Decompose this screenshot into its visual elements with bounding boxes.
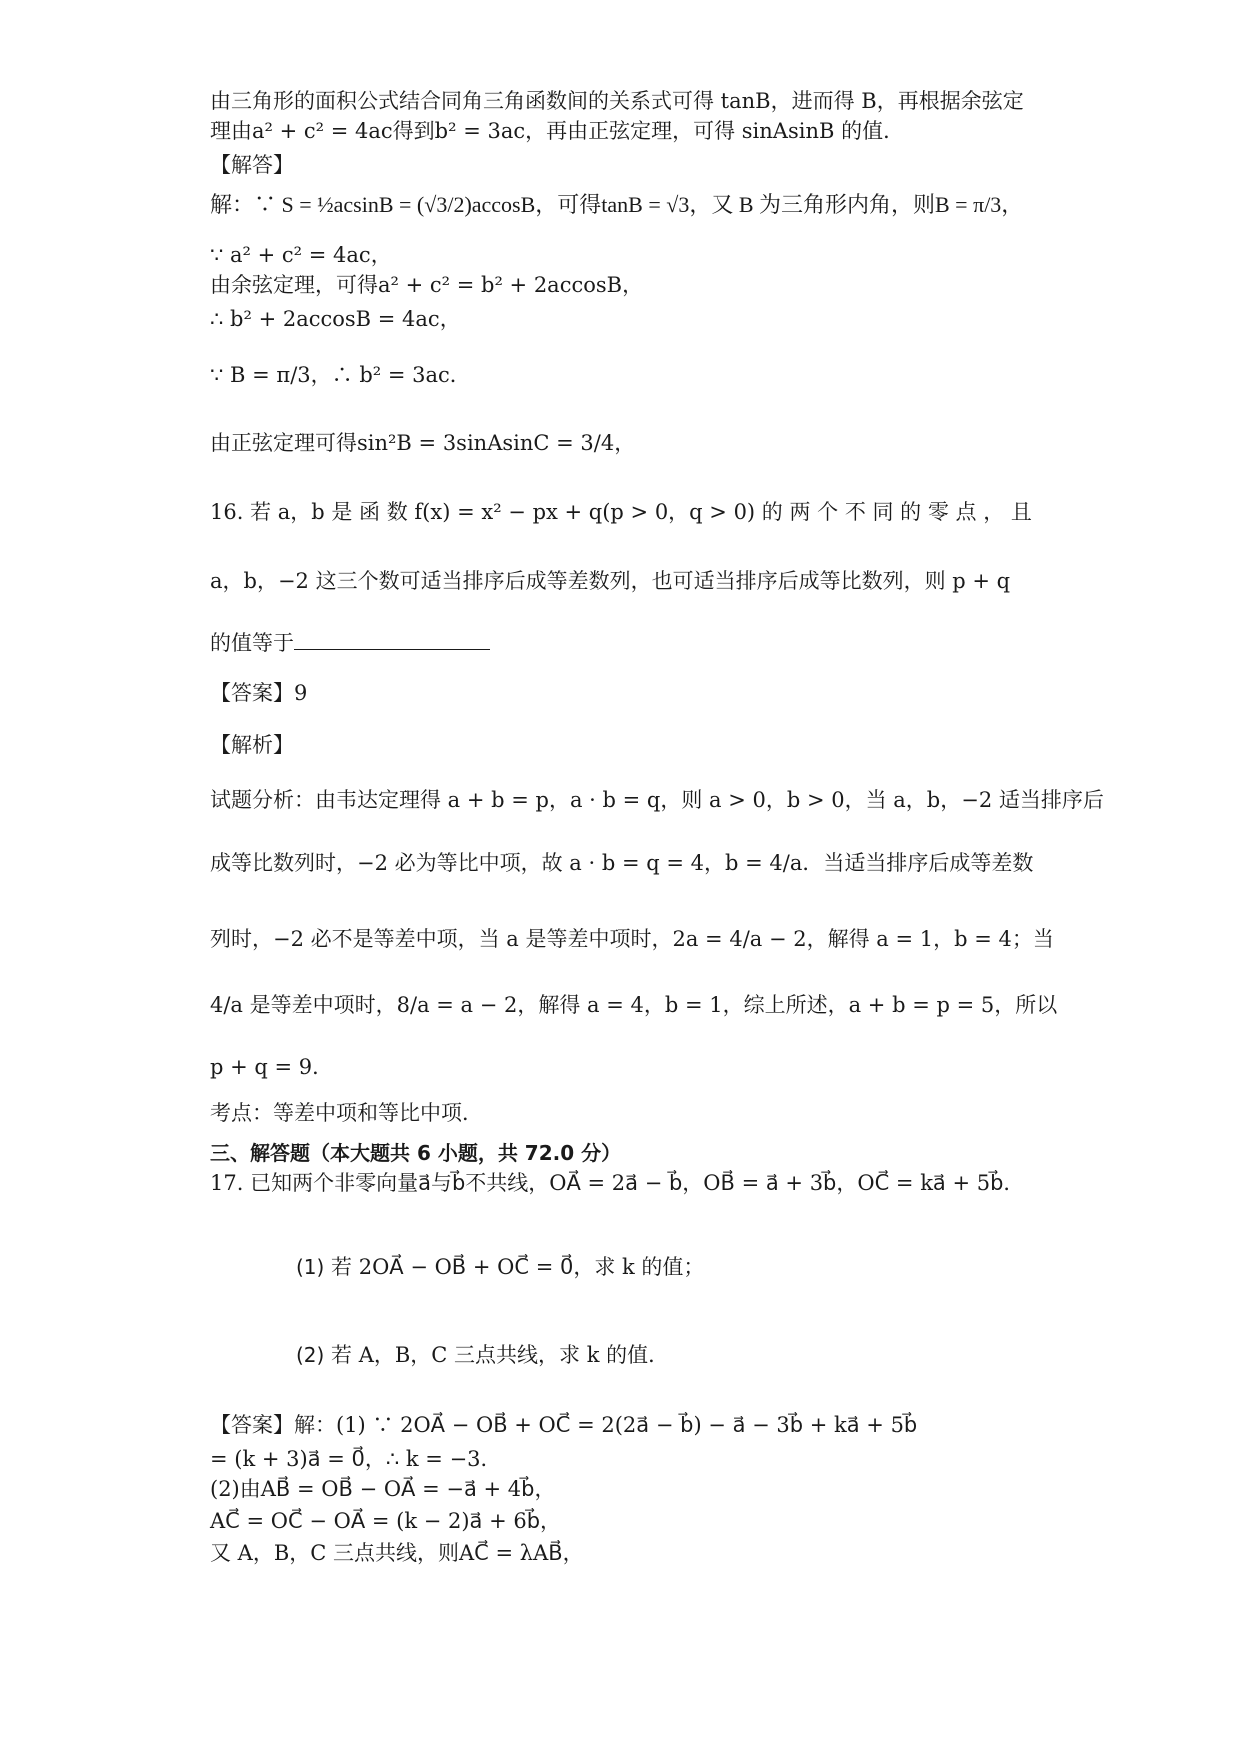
solution-step-2: ∵ a² + c² = 4ac，: [210, 243, 392, 267]
intro-line-1: 由三角形的面积公式结合同角三角函数间的关系式可得 tanB，进而得 B，再根据余弦定: [210, 89, 1024, 113]
section-3-heading: 三、解答题（本大题共 6 小题，共 72.0 分）: [210, 1141, 622, 1165]
q16-analysis-line-5: p + q = 9．: [210, 1055, 334, 1079]
q16-stem-line-1: 16. 若 a，b 是 函 数 f(x) = x² − px + q(p > 0，q > 0) 的 两 个 不 同 的 零 点 ， 且: [210, 500, 1032, 524]
q17-answer-line-1: 【答案】解：(1) ∵ 2OA⃗ − OB⃗ + OC⃗ = 2(2a⃗ − b⃗) − a⃗ − 3b⃗ + ka⃗ + 5b⃗: [210, 1413, 918, 1437]
q17-answer-line-4: AC⃗ = OC⃗ − OA⃗ = (k − 2)a⃗ + 6b⃗，: [210, 1509, 562, 1533]
solution-step-3: 由余弦定理，可得a² + c² = b² + 2accosB，: [210, 273, 644, 297]
q16-analysis-line-3: 列时，−2 必不是等差中项，当 a 是等差中项时，2a = 4/a − 2，解得 a = 1，b = 4；当: [210, 927, 1054, 951]
solution-step-6: 由正弦定理可得sin²B = 3sinAsinC = 3/4，: [210, 431, 636, 455]
q16-analysis-line-4: 4/a 是等差中项时，8/a = a − 2，解得 a = 4，b = 1，综上所述，a + b = p = 5，所以: [210, 993, 1058, 1017]
q17-answer-line-5: 又 A，B，C 三点共线，则AC⃗ = λAB⃗，: [210, 1541, 584, 1565]
q17-part-2: [296, 1340, 669, 1370]
q16-kaodian: 考点：等差中项和等比中项．: [210, 1101, 483, 1125]
q17-part-2-text: 若 A，B，C 三点共线，求 k 的值．: [331, 1343, 670, 1367]
q16-stem-line-2: a，b，−2 这三个数可适当排序后成等差数列，也可适当排序后成等比数列，则 p + q: [210, 569, 1011, 593]
q17-part-1-text: 若 2OA⃗ − OB⃗ + OC⃗ = 0⃗，求 k 的值；: [331, 1255, 705, 1279]
q16-analysis-tag: 【解析】: [210, 733, 294, 757]
solution-step-5: ∵ B = π/3，∴ b² = 3ac．: [210, 363, 471, 387]
solution-step-1: 解：∵ S = ½acsinB = (√3/2)accosB，可得tanB = √3，又 B 为三角形内角，则B = π/3，: [210, 192, 1024, 217]
intro-line-2: 理由a² + c² = 4ac得到b² = 3ac，再由正弦定理，可得 sinAsinB 的值．: [210, 119, 905, 143]
q16-answer: 【答案】9: [210, 681, 308, 705]
q17-part-1: [296, 1252, 704, 1282]
q17-part-1-label: (1): [296, 1255, 325, 1279]
q16-stem-text: 的值等于: [210, 631, 294, 655]
q17-answer-line-2: = (k + 3)a⃗ = 0⃗，∴ k = −3．: [210, 1447, 502, 1471]
q17-stem: 17. 已知两个非零向量a⃗与b⃗不共线，OA⃗ = 2a⃗ − b⃗，OB⃗ = a⃗ + 3b⃗，OC⃗ = ka⃗ + 5b⃗．: [210, 1171, 1025, 1195]
answer-tag: 【解答】: [210, 153, 294, 177]
q16-stem-line-3: [210, 628, 490, 658]
solution-step-4: ∴ b² + 2accosB = 4ac，: [210, 307, 461, 331]
q16-analysis-line-2: 成等比数列时，−2 必为等比中项，故 a · b = q = 4，b = 4/a．当适当排序后成等差数: [210, 851, 1034, 875]
q17-answer-line-3: (2)由AB⃗ = OB⃗ − OA⃗ = −a⃗ + 4b⃗，: [210, 1477, 556, 1501]
answer-blank: [294, 629, 490, 650]
q17-part-2-label: (2): [296, 1343, 325, 1367]
q16-analysis-line-1: 试题分析：由韦达定理得 a + b = p，a · b = q，则 a > 0，b > 0，当 a，b，−2 适当排序后: [210, 788, 1104, 812]
